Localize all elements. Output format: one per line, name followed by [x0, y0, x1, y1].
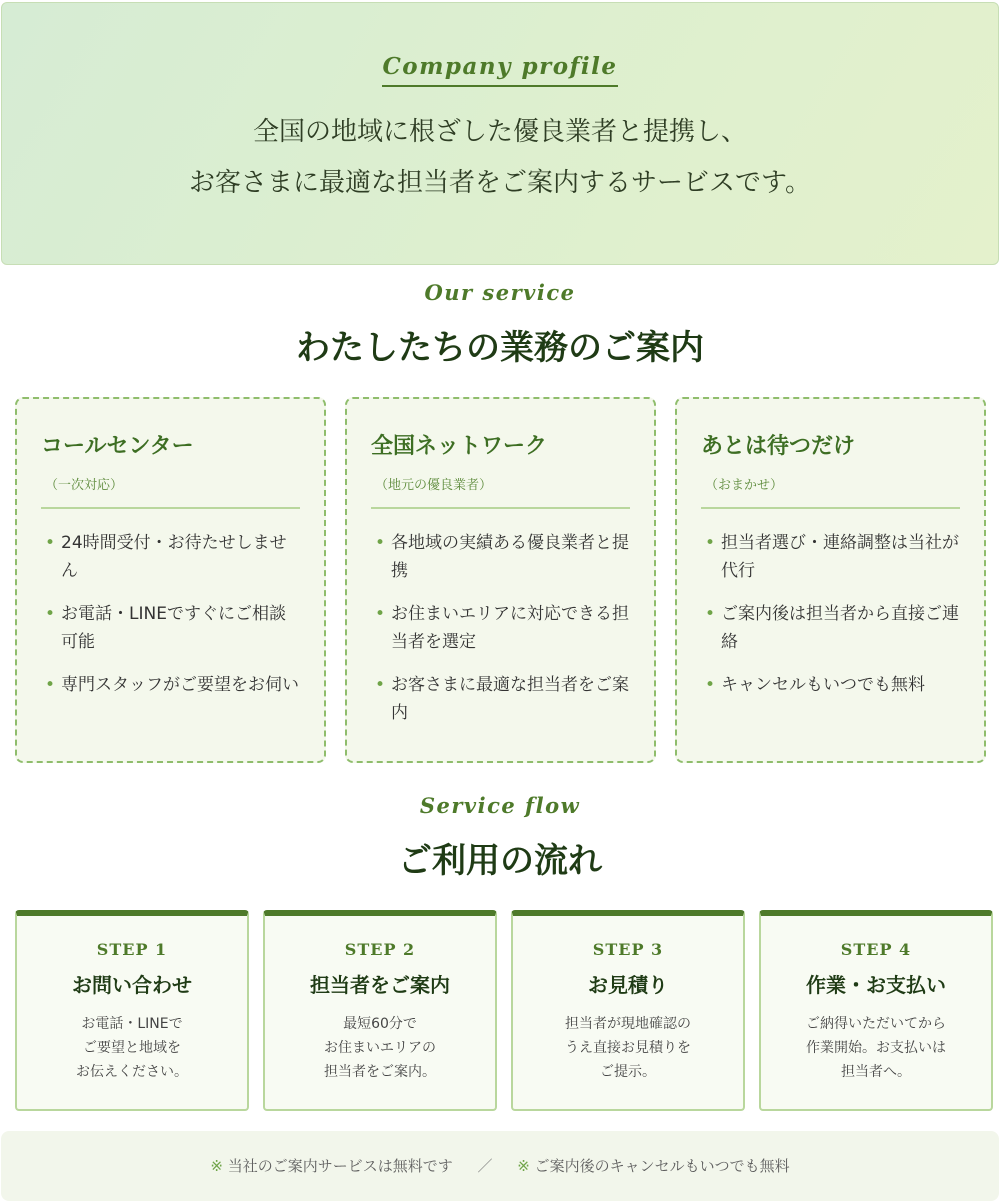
- free-service-note: 当社のご案内サービスは無料です: [227, 1157, 453, 1175]
- service-card-title: あとは待つだけ: [701, 434, 856, 459]
- service-card-subtitle: （地元の優良業者）: [375, 478, 493, 493]
- step-label: STEP 4: [840, 940, 912, 959]
- service-feature-list: [41, 529, 300, 699]
- service-card-title: 全国ネットワーク: [371, 434, 548, 459]
- list-item-text: キャンセルもいつでも無料: [721, 675, 925, 695]
- step-description: [761, 1012, 991, 1084]
- list-item-text: お客さまに最適な担当者をご案内: [391, 675, 629, 723]
- service-eyebrow: Our service: [424, 280, 576, 305]
- list-item: [701, 529, 960, 585]
- flow-eyebrow: Service flow: [419, 793, 581, 818]
- step-label: STEP 2: [344, 940, 416, 959]
- step-description-line: ご納得いただいてから: [806, 1016, 946, 1032]
- service-card-subtitle: （一次対応）: [45, 478, 124, 493]
- list-item: [371, 600, 630, 656]
- list-item-text: お電話・LINEですぐにご相談可能: [61, 604, 286, 652]
- bullet-icon: •: [705, 533, 716, 553]
- service-card-subtitle: （おまかせ）: [705, 478, 784, 493]
- list-item: [701, 600, 960, 656]
- step-title: 担当者をご案内: [310, 973, 450, 997]
- list-item-text: 各地域の実績ある優良業者と提携: [391, 533, 629, 581]
- service-card-network: [345, 397, 656, 763]
- list-item: [371, 671, 630, 727]
- step-description: [265, 1012, 495, 1084]
- notice-bar: [1, 1131, 999, 1201]
- step-card-3: [511, 910, 745, 1111]
- company-profile-line-2: お客さまに最適な担当者をご案内するサービスです。: [189, 168, 811, 198]
- bullet-icon: •: [45, 675, 56, 695]
- step-label: STEP 1: [96, 940, 168, 959]
- list-item: [701, 671, 960, 699]
- step-description-line: お伝えください。: [76, 1064, 188, 1080]
- list-item: [41, 671, 300, 699]
- step-description-line: 最短60分で: [343, 1016, 417, 1032]
- divider: [371, 507, 630, 509]
- step-title: お問い合わせ: [72, 973, 192, 997]
- step-description: [513, 1012, 743, 1084]
- list-item-text: ご案内後は担当者から直接ご連絡: [721, 604, 959, 652]
- step-card-2: [263, 910, 497, 1111]
- bullet-icon: •: [705, 675, 716, 695]
- bullet-icon: •: [375, 675, 386, 695]
- bullet-icon: •: [705, 604, 716, 624]
- step-description-line: うえ直接お見積りを: [565, 1040, 691, 1056]
- bullet-icon: •: [375, 604, 386, 624]
- list-item: [41, 529, 300, 585]
- company-profile-line-1: 全国の地域に根ざした優良業者と提携し、: [252, 117, 747, 147]
- divider: [701, 507, 960, 509]
- company-profile-banner: [1, 2, 999, 265]
- step-description: [17, 1012, 247, 1084]
- list-item: [41, 600, 300, 656]
- list-item-text: 専門スタッフがご要望をお伺い: [61, 675, 299, 695]
- service-feature-list: [371, 529, 630, 727]
- list-item-text: お住まいエリアに対応できる担当者を選定: [391, 604, 629, 652]
- divider: [41, 507, 300, 509]
- step-description-line: ご要望と地域を: [83, 1040, 181, 1056]
- service-card-call-center: [15, 397, 326, 763]
- note-mark-icon: ※: [517, 1157, 530, 1175]
- step-label: STEP 3: [592, 940, 664, 959]
- step-description-line: ご提示。: [600, 1064, 656, 1080]
- step-description-line: 担当者をご案内。: [324, 1064, 436, 1080]
- bullet-icon: •: [45, 533, 56, 553]
- step-description-line: 作業開始。お支払いは: [806, 1040, 946, 1056]
- service-card-just-wait: [675, 397, 986, 763]
- step-title: お見積り: [588, 973, 668, 997]
- list-item-text: 担当者選び・連絡調整は当社が代行: [721, 533, 959, 581]
- company-profile-eyebrow: Company profile: [382, 53, 617, 87]
- step-card-1: [15, 910, 249, 1111]
- list-item-text: 24時間受付・お待たせしません: [61, 533, 287, 581]
- step-description-line: 担当者が現地確認の: [565, 1016, 691, 1032]
- step-description-line: お住まいエリアの: [324, 1040, 436, 1056]
- service-card-title: コールセンター: [41, 434, 194, 459]
- step-title: 作業・お支払い: [806, 973, 946, 997]
- service-section-title: わたしたちの業務のご案内: [296, 328, 704, 368]
- note-mark-icon: ※: [210, 1157, 223, 1175]
- step-card-4: [759, 910, 993, 1111]
- list-item: [371, 529, 630, 585]
- bullet-icon: •: [45, 604, 56, 624]
- flow-section-title: ご利用の流れ: [398, 841, 602, 881]
- step-description-line: 担当者へ。: [841, 1064, 911, 1080]
- note-separator: ／: [477, 1157, 493, 1175]
- step-description-line: お電話・LINEで: [81, 1016, 183, 1032]
- free-cancel-note: ご案内後のキャンセルもいつでも無料: [534, 1157, 790, 1175]
- service-feature-list: [701, 529, 960, 699]
- bullet-icon: •: [375, 533, 386, 553]
